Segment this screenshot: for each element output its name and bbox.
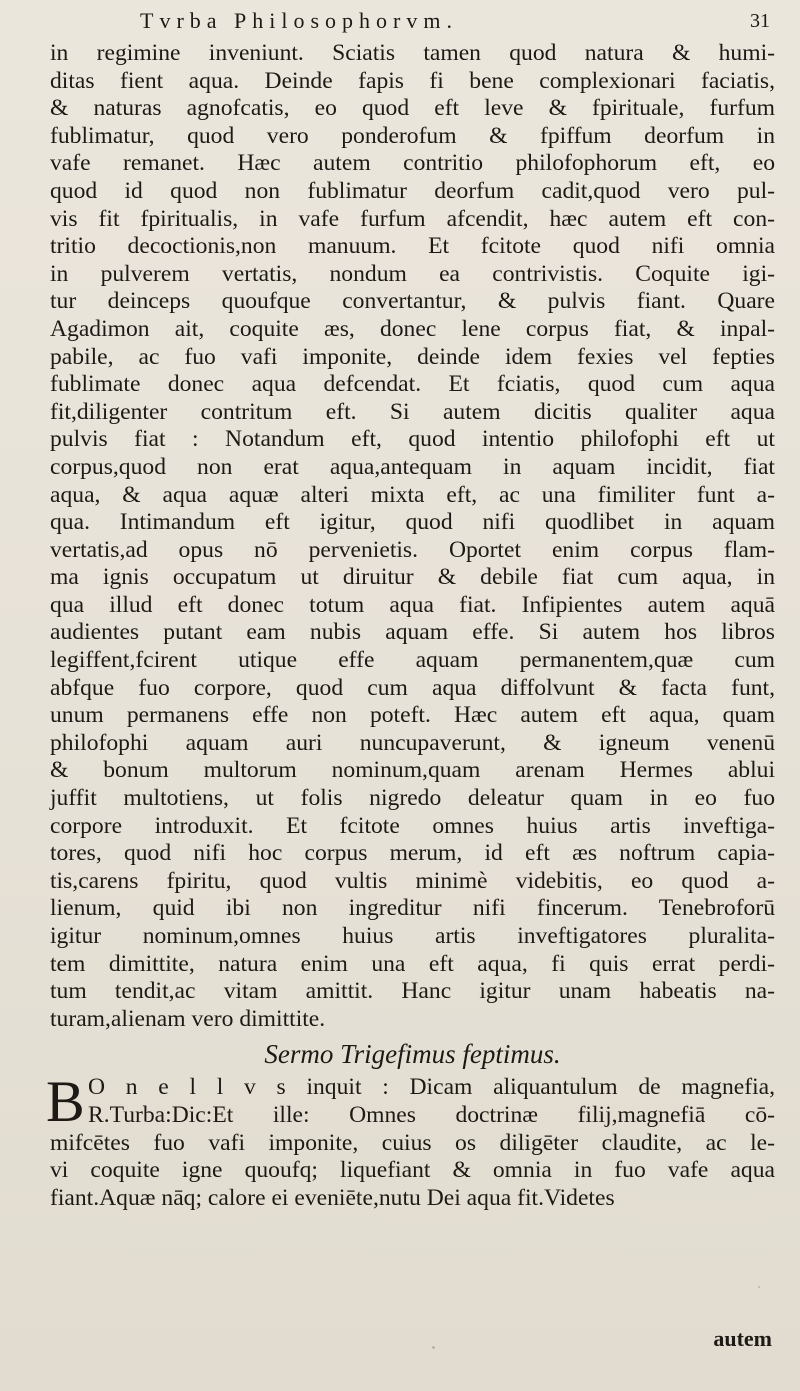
text-line: tum tendit,ac vitam amittit. Hanc igitur unam habeatis na- bbox=[50, 978, 775, 1005]
sermon-paragraph bbox=[46, 1069, 775, 1212]
text-line: O n e l l v s inquit : Dicam aliquantulum de magnefia, bbox=[88, 1074, 775, 1101]
text-line: tritio decoctionis,non manuum. Et fcitote quod nifi omnia bbox=[50, 233, 775, 260]
text-line: ma ignis occupatum ut diruitur & debile fiat cum aqua, in bbox=[50, 564, 775, 591]
text-line: juffit multotiens, ut folis nigredo deleatur quam in eo fuo bbox=[50, 785, 775, 812]
text-line: fublimate donec aqua defcendat. Et fciatis, quod cum aqua bbox=[50, 371, 775, 398]
text-line: vis fit fpiritualis, in vafe furfum afcendit, hæc autem eft con- bbox=[50, 205, 775, 232]
text-line: aqua, & aqua aquæ alteri mixta eft, ac una fimiliter funt a- bbox=[50, 481, 775, 508]
text-line: philofophi aquam auri nuncupaverunt, & igneum venenū bbox=[50, 729, 775, 756]
text-line: quod id quod non fublimatur deorfum cadit,quod vero pul- bbox=[50, 177, 775, 204]
text-line: & bonum multorum nominum,quam arenam Hermes ablui bbox=[50, 757, 775, 784]
text-line: fublimatur, quod vero ponderofum & fpiffum deorfum in bbox=[50, 122, 775, 149]
text-line: abfque fuo corpore, quod cum aqua diffolvunt & facta funt, bbox=[50, 674, 775, 701]
text-line: & naturas agnofcatis, eo quod eft leve & fpirituale, furfum bbox=[50, 95, 775, 122]
drop-capital: B bbox=[46, 1069, 85, 1135]
body-paragraph bbox=[50, 40, 775, 1033]
catchword: autem bbox=[713, 1326, 772, 1351]
text-line: mifcētes fuo vafi imponite, cuius os diligēter claudite, ac le- bbox=[50, 1129, 775, 1156]
text-line: igitur nominum,omnes huius artis inveftigatores pluralita- bbox=[50, 923, 775, 949]
text-line: corpus,quod non erat aqua,antequam in aquam incidit, fiat bbox=[50, 453, 775, 480]
text-line: pulvis fiat : Notandum eft, quod intentio philofophi eft ut bbox=[50, 426, 775, 453]
text-line: unum permanens effe non poteft. Hæc autem eft aqua, quam bbox=[50, 702, 775, 729]
text-line: vafe remanet. Hæc autem contritio philofophorum eft, eo bbox=[50, 150, 775, 177]
text-line: corpore introduxit. Et fcitote omnes huius artis inveftiga- bbox=[50, 812, 775, 839]
text-line: vi coquite igne quoufq; liquefiant & omnia in fuo vafe aqua bbox=[50, 1157, 775, 1184]
text-line: in pulverem vertatis, nondum ea contrivistis. Coquite igi- bbox=[50, 260, 775, 287]
text-line: audientes putant eam nubis aquam effe. Si autem hos libros bbox=[50, 619, 775, 646]
text-line: vertatis,ad opus nō pervenietis. Oportet enim corpus flam- bbox=[50, 536, 775, 563]
text-line: fit,diligenter contritum eft. Si autem dicitis qualiter aqua bbox=[50, 398, 775, 425]
page-number: 31 bbox=[750, 10, 770, 32]
text-line: tis,carens fpiritu, quod vultis minimè videbitis, eo quod a- bbox=[50, 867, 775, 894]
text-line: qua illud eft donec totum aqua fiat. Infipientes autem aquā bbox=[50, 591, 775, 618]
text-line: lienum, quid ibi non ingreditur nifi fincerum. Tenebroforū bbox=[50, 895, 775, 922]
text-line: tores, quod nifi hoc corpus merum, id eft æs noftrum capia- bbox=[50, 840, 775, 867]
text-line: pabile, ac fuo vafi imponite, deinde idem fexies vel fepties bbox=[50, 343, 775, 370]
text-line: Agadimon ait, coquite æs, donec lene corpus fiat, & inpal- bbox=[50, 315, 775, 342]
text-line: legiffent,fcirent utique effe aquam permanentem,quæ cum bbox=[50, 647, 775, 674]
paper-speck bbox=[758, 1286, 760, 1288]
text-line: turam,alienam vero dimittite. bbox=[50, 1005, 326, 1032]
text-line: ditas fient aqua. Deinde fapis fi bene complexionari faciatis, bbox=[50, 67, 775, 94]
sermon-heading: Sermo Trigefimus feptimus. bbox=[264, 1039, 561, 1070]
main-text-block bbox=[46, 40, 775, 1212]
text-line: tur deinceps quoufque convertantur, & pulvis fiant. Quare bbox=[50, 288, 775, 315]
text-line: R.Turba:Dic:Et ille: Omnes doctrinæ filij,magnefiā cō- bbox=[88, 1101, 775, 1128]
running-head bbox=[140, 8, 770, 42]
text-line: qua. Intimandum eft igitur, quod nifi quodlibet in aquam bbox=[50, 509, 775, 536]
paper-speck bbox=[432, 1346, 435, 1349]
running-title: Tvrba Philosophorvm. bbox=[140, 8, 458, 33]
sermon-lines bbox=[50, 1074, 775, 1212]
text-line: fiant.Aquæ nāq; calore ei eveniēte,nutu Dei aqua fit.Videtes bbox=[50, 1184, 615, 1211]
text-line: tem dimittite, natura enim una eft aqua, fi quis errat perdi- bbox=[50, 950, 775, 977]
text-line: in regimine inveniunt. Sciatis tamen quod natura & humi- bbox=[50, 40, 775, 66]
